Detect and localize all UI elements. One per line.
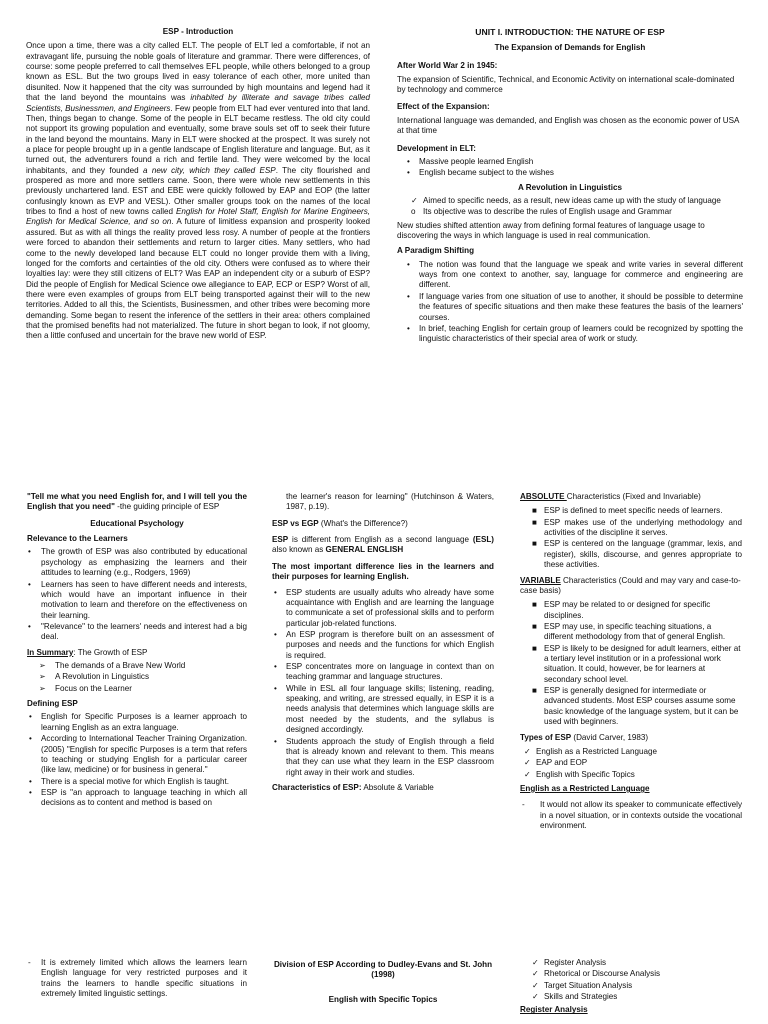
division-title: Division of ESP According to Dudley-Evans and St. John (1998) — [273, 960, 493, 980]
definition-continuation: the learner's reason for learning" (Hutchinson & Waters, 1987, p.19). — [286, 492, 494, 512]
list-item: • The growth of ESP was also contributed by educational psychology as emphasizing the learners and their attitudes to learning (e.g., Rodgers, 1969) — [28, 547, 247, 578]
heading-revolution: A Revolution in Linguistics — [517, 182, 623, 192]
development-list — [397, 157, 743, 179]
checkmark-icon: ✓ — [532, 980, 539, 990]
heading-paradigm: A Paradigm Shifting — [397, 246, 475, 256]
list-item: • Learners has seen to have different needs and interests, which would have an important influence in their motivation to learn and therefore on the effectiveness on their learning. — [28, 579, 247, 620]
list-item: ■ ESP is centered on the language (grammar, lexis, and register), skills, discourse, and genres appropriate to these activities. — [532, 539, 742, 570]
arrow-bullet-icon: ➢ — [39, 661, 46, 671]
list-item: ✓ English as a Restricted Language — [524, 746, 658, 756]
types-line: Types of ESP (David Carver, 1983) — [520, 732, 649, 742]
variable-list — [520, 600, 742, 727]
list-item: • If language varies from one situation of use to another, it should be possible to determine the features of specific situations and then make these features the basis of the learners' courses. — [407, 291, 743, 322]
square-bullet-icon: ■ — [532, 539, 537, 549]
heading-relevance: Relevance to the Learners — [27, 534, 128, 544]
esp-vs-egp: ESP vs EGP (What's the Difference?) — [272, 518, 408, 528]
most-important-difference: The most important difference lies in the learners and their purposes for learning English. — [272, 561, 494, 582]
list-item: ✓ Target Situation Analysis — [532, 980, 633, 990]
variable-line: VARIABLE Characteristics (Could and may vary and case-to-case basis) — [520, 575, 741, 595]
square-bullet-icon: ■ — [532, 600, 537, 610]
list-item: ✓ English with Specific Topics — [524, 769, 635, 779]
list-item: ■ ESP is defined to meet specific needs of learners. — [532, 506, 723, 516]
bottom-right-section — [520, 958, 742, 1016]
checkmark-icon: ✓ — [411, 195, 418, 205]
heading-defining: Defining ESP — [27, 699, 78, 709]
list-item: ✓ Register Analysis — [532, 958, 607, 967]
heading-restricted-language: English as a Restricted Language — [520, 783, 650, 793]
summary-line: In Summary: The Growth of ESP — [27, 647, 148, 657]
list-item: • While in ESL all four language skills; listening, reading, speaking, and writing, are stressed equally, in ESP it is a needs analysis that determines which language skills are most needed by the students, and the syllabus is designed accordingly. — [274, 683, 494, 735]
list-item: ➢ The demands of a Brave New World — [39, 661, 186, 671]
list-item: ✓ Aimed to specific needs, as a result, new ideas came up with the study of language — [411, 195, 721, 205]
checkmark-icon: ✓ — [524, 769, 531, 779]
heading-ww2: After World War 2 in 1945: — [397, 61, 498, 71]
absolute-line: ABSOLUTE Characteristics (Fixed and Invariable) — [520, 492, 701, 501]
unit1-subtitle: The Expansion of Demands for English — [494, 43, 646, 52]
checkmark-icon: ✓ — [532, 992, 539, 1002]
list-item: • An ESP program is therefore built on an assessment of purposes and needs and the functions for which English is required. — [274, 629, 494, 660]
square-bullet-icon: ■ — [532, 643, 537, 653]
checkmark-icon: ✓ — [532, 969, 539, 979]
unit1-section — [397, 27, 743, 348]
unit1-title: UNIT I. INTRODUCTION: THE NATURE OF ESP — [475, 27, 665, 37]
bottom-middle-section — [272, 960, 494, 1005]
revolution-text: New studies shifted attention away from defining formal features of language usage to discovering the ways in which language is used in real communication. — [397, 220, 705, 241]
list-item: ■ ESP is likely to be designed for adult learners, either at a tertiary level institution or in a professional work situation. It could, however, be for learners at secondary school level. — [532, 643, 741, 684]
list-item: ■ ESP is generally designed for intermediate or advanced students. Most ESP courses assume some basic knowledge of the language system, but it can be used with beginners. — [532, 686, 739, 727]
list-item: • ESP concentrates more on language in context than on teaching grammar and language structures. — [274, 662, 494, 682]
checkmark-icon: ✓ — [524, 758, 531, 768]
list-item: • "Relevance" to the learners' needs and interest had a big deal. — [28, 621, 247, 642]
relevance-list — [27, 547, 247, 642]
list-item: ➢ A Revolution in Linguistics — [39, 672, 150, 682]
list-item: • There is a special motive for which English is taught. — [29, 776, 230, 786]
list-item: ➢ Focus on the Learner — [39, 683, 132, 693]
list-item: o Its objective was to describe the rules of English usage and Grammar — [411, 207, 672, 217]
list-item: • English for Specific Purposes is a learner approach to learning English as an extra language. — [29, 712, 247, 732]
arrow-bullet-icon: ➢ — [39, 683, 46, 693]
heading-development: Development in ELT: — [397, 143, 476, 153]
esl-line: ESP is different from English as a second language (ESL) also known as GENERAL ENGLISH — [272, 535, 494, 555]
difference-list — [272, 588, 494, 778]
intro-story: Once upon a time, there was a city called ELT. The people of ELT led a comfortable, if not an extravagant life, pursuing the noble goals of literature and grammar. There were differences, of course: some people preferred to call themselves EFL people, while others belonged to a group known as ESL. But the two groups lived in easy tolerance of each other, more united than disunited. Now it happened that the city was surrounded by high mountains and legend had it that the land beyond the mountains was inhabited by illiterate and savage tribes called Scientists, Businessmen, and Engineers. Few people from ELT had ever ventured into that land. Then, things began to change. Some of the people in ELT became restless. The old city could not support its growing population and eventually, some brave souls set off to seek their future in the land beyond the mountains. Many in ELT were shocked at the prospect. It was surely not a place for people brought up in a gentle landscape of English literature and language. But, as it turned out, the adventurers found a rich and fertile land. They were welcomed by the local inhabitants, and they founded a new city, which they called ESP. The city flourished and prospered as more and more settlers came. Soon, there were whole new settlements in this previously unchartered land. EST and EBE were quickly followed by EAP and EOP (the latter confusingly known as EVP and VESL). Other smaller groups took on the names of the local tribes to find a host of new towns called English for Hotel Staff, English for Marine Engineers, English for Medical Science, and so on. A future of limitless expansion and prosperity looked assured. But as with all things the reality proved less rosy. A number of people at the frontiers were forced to abandon their settlements and return to larger cities. Many settlers, who had come to the newly developed land because ELT could no longer provide them with a living, longed for the comforts and certainties of the old city. Others were confused as to where their loyalties lay: were they still citizens of ELT? Was EAP an independent city or a suburb of ESP? Did the people of English for Medical Science owe allegiance to EAP, ECP or ESP? Worst of all, there were even examples of groups from ELT being transported against their will to the new territories. Added to all this, the Scientists, Businessmen, and other tribes were becoming more demanding. Some began to resent the inference of the settlers in their area: others complained that the promised benefits had not materialized. The future in short began to look, if not gloomy, then a little confused and uncertain for the brave new world of ESP. — [26, 41, 370, 341]
paradigm-list — [397, 260, 743, 345]
revolution-list — [397, 196, 743, 218]
list-item: • The notion was found that the language we speak and write varies in several different ways from one context to another, say, language for commerce and engineering are different. — [407, 259, 743, 290]
list-item: - It would not allow its speaker to communicate effectively in a novel situation, or in contexts outside the vocational environment. — [522, 800, 742, 831]
list-item: • Students approach the study of English through a field that is already known and relevant to them. This means that they can use what they learn in the ESP classroom right away in their work and studies. — [274, 736, 494, 777]
list-item: • English became subject to the wishes — [407, 168, 554, 178]
characteristics-line: Characteristics of ESP: Absolute & Variable — [272, 782, 434, 792]
heading-effect: Effect of the Expansion: — [397, 102, 490, 112]
square-bullet-icon: ■ — [532, 686, 537, 696]
list-item: • In brief, teaching English for certain group of learners could be recognized by spotting the linguistic characteristics of their special area of work or study. — [407, 323, 743, 344]
col3-section — [520, 492, 742, 834]
restricted-continued-list — [27, 958, 247, 999]
square-bullet-icon: ■ — [532, 506, 537, 516]
list-item: ■ ESP makes use of the underlying methodology and activities of the discipline it serves. — [532, 517, 742, 538]
list-item: • Massive people learned English — [407, 156, 534, 166]
heading-educational-psychology: Educational Psychology — [90, 518, 184, 528]
arrow-bullet-icon: ➢ — [39, 672, 46, 682]
division-list — [520, 958, 742, 1002]
list-item: ✓ EAP and EOP — [524, 758, 588, 768]
ww2-text: The expansion of Scientific, Technical, and Economic Activity on international scale-dominated by technology and commerce — [397, 74, 735, 95]
list-item: ✓ Skills and Strategies — [532, 992, 618, 1002]
list-item: ■ ESP may use, in specific teaching situations, a different methodology from that of general English. — [532, 621, 726, 642]
absolute-list — [520, 506, 742, 570]
checkmark-icon: ✓ — [532, 958, 539, 967]
list-item: • According to International Teacher Training Organization. (2005) "English for specific Purposes is a term that refers to teaching or studying English for a particular career (like law, medicine) or for business in general." — [29, 734, 247, 775]
intro-title: ESP - Introduction — [162, 27, 234, 36]
esp-quote: "Tell me what you need English for, and I will tell you the English that you need" -the guiding principle of ESP — [27, 492, 247, 512]
checkmark-icon: ✓ — [524, 746, 531, 756]
register-analysis-title: Register Analysis — [520, 1005, 588, 1015]
col1-section — [27, 492, 247, 812]
square-bullet-icon: ■ — [532, 517, 537, 527]
intro-section — [26, 27, 370, 342]
bottom-left-section — [27, 958, 247, 1002]
list-item: • ESP students are usually adults who already have some acquaintance with English and are learning the language to communicate a set of professional skills and to perform particular job-related functions. — [274, 587, 494, 628]
summary-list — [27, 661, 247, 694]
list-item: • ESP is "an approach to language teaching in which all decisions as to content and method is based on — [29, 787, 247, 808]
list-item: ■ ESP may be related to or designed for specific disciplines. — [532, 600, 711, 620]
defining-list — [27, 712, 247, 808]
col2-section — [272, 492, 494, 796]
topics-title: English with Specific Topics — [328, 994, 438, 1004]
types-list — [520, 747, 742, 780]
restricted-list — [520, 800, 742, 831]
list-item: ✓ Rhetorical or Discourse Analysis — [532, 969, 661, 979]
circle-bullet-icon: o — [411, 207, 416, 217]
list-item: - It is extremely limited which allows the learners learn English language for very restricted purposes and it trains the learners to handle specific situations in extremely limited linguistic settings. — [28, 958, 247, 999]
square-bullet-icon: ■ — [532, 621, 537, 631]
effect-text: International language was demanded, and English was chosen as the economic power of USA at that time — [397, 115, 739, 136]
